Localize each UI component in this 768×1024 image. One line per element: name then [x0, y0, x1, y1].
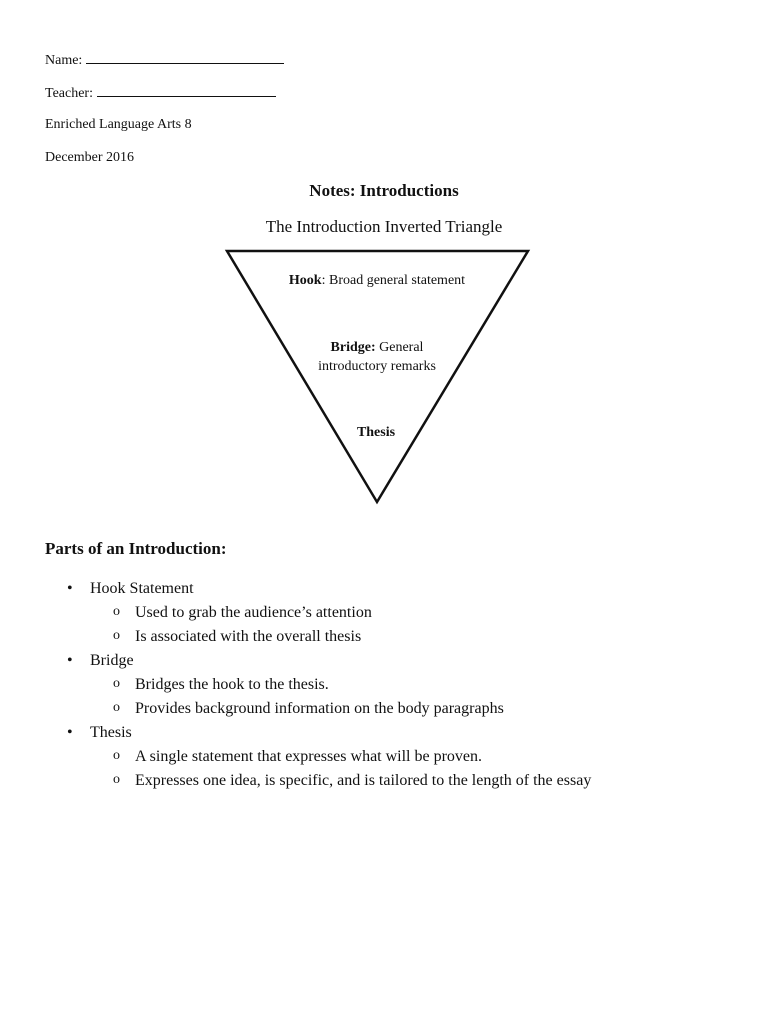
- diagram-title: The Introduction Inverted Triangle: [265, 217, 503, 236]
- list-item-label: Bridge: [90, 652, 134, 669]
- sub-list-item: o Used to grab the audience’s attention: [90, 601, 591, 625]
- page-title: Notes: Introductions: [309, 181, 459, 200]
- sub-list: [90, 601, 591, 649]
- list-item-hook: [45, 577, 591, 649]
- list-item-label: Hook Statement: [90, 580, 194, 597]
- sub-list-item: o Provides background information on the body paragraphs: [90, 697, 591, 721]
- bridge-label: [287, 338, 467, 376]
- sub-list: [90, 745, 591, 793]
- sub-list: [90, 673, 591, 721]
- date: December 2016: [45, 150, 135, 165]
- sub-list-item: o Bridges the hook to the thesis.: [90, 673, 591, 697]
- course-name: Enriched Language Arts 8: [45, 117, 192, 132]
- list-item-bridge: [45, 649, 591, 721]
- bridge-term: Bridge:: [330, 340, 376, 355]
- sub-list-item: o Expresses one idea, is specific, and is tailored to the length of the essay: [90, 769, 591, 793]
- sub-list-item: o Is associated with the overall thesis: [90, 625, 591, 649]
- name-label: Name:: [45, 53, 83, 68]
- hook-term: Hook: [288, 273, 322, 288]
- hook-label: [267, 271, 487, 290]
- hook-description: : Broad general statement: [321, 273, 466, 288]
- list-item-thesis: [45, 721, 591, 793]
- thesis-label: [316, 423, 436, 442]
- list-item-label: Thesis: [90, 724, 132, 741]
- bridge-description-line1: General: [375, 340, 424, 355]
- bridge-description-line2: introductory remarks: [318, 359, 436, 374]
- parts-list: [45, 577, 591, 793]
- sub-list-item: o A single statement that expresses what will be proven.: [90, 745, 591, 769]
- thesis-term: Thesis: [356, 425, 396, 440]
- teacher-label: Teacher:: [45, 86, 93, 101]
- parts-heading: Parts of an Introduction:: [45, 539, 227, 558]
